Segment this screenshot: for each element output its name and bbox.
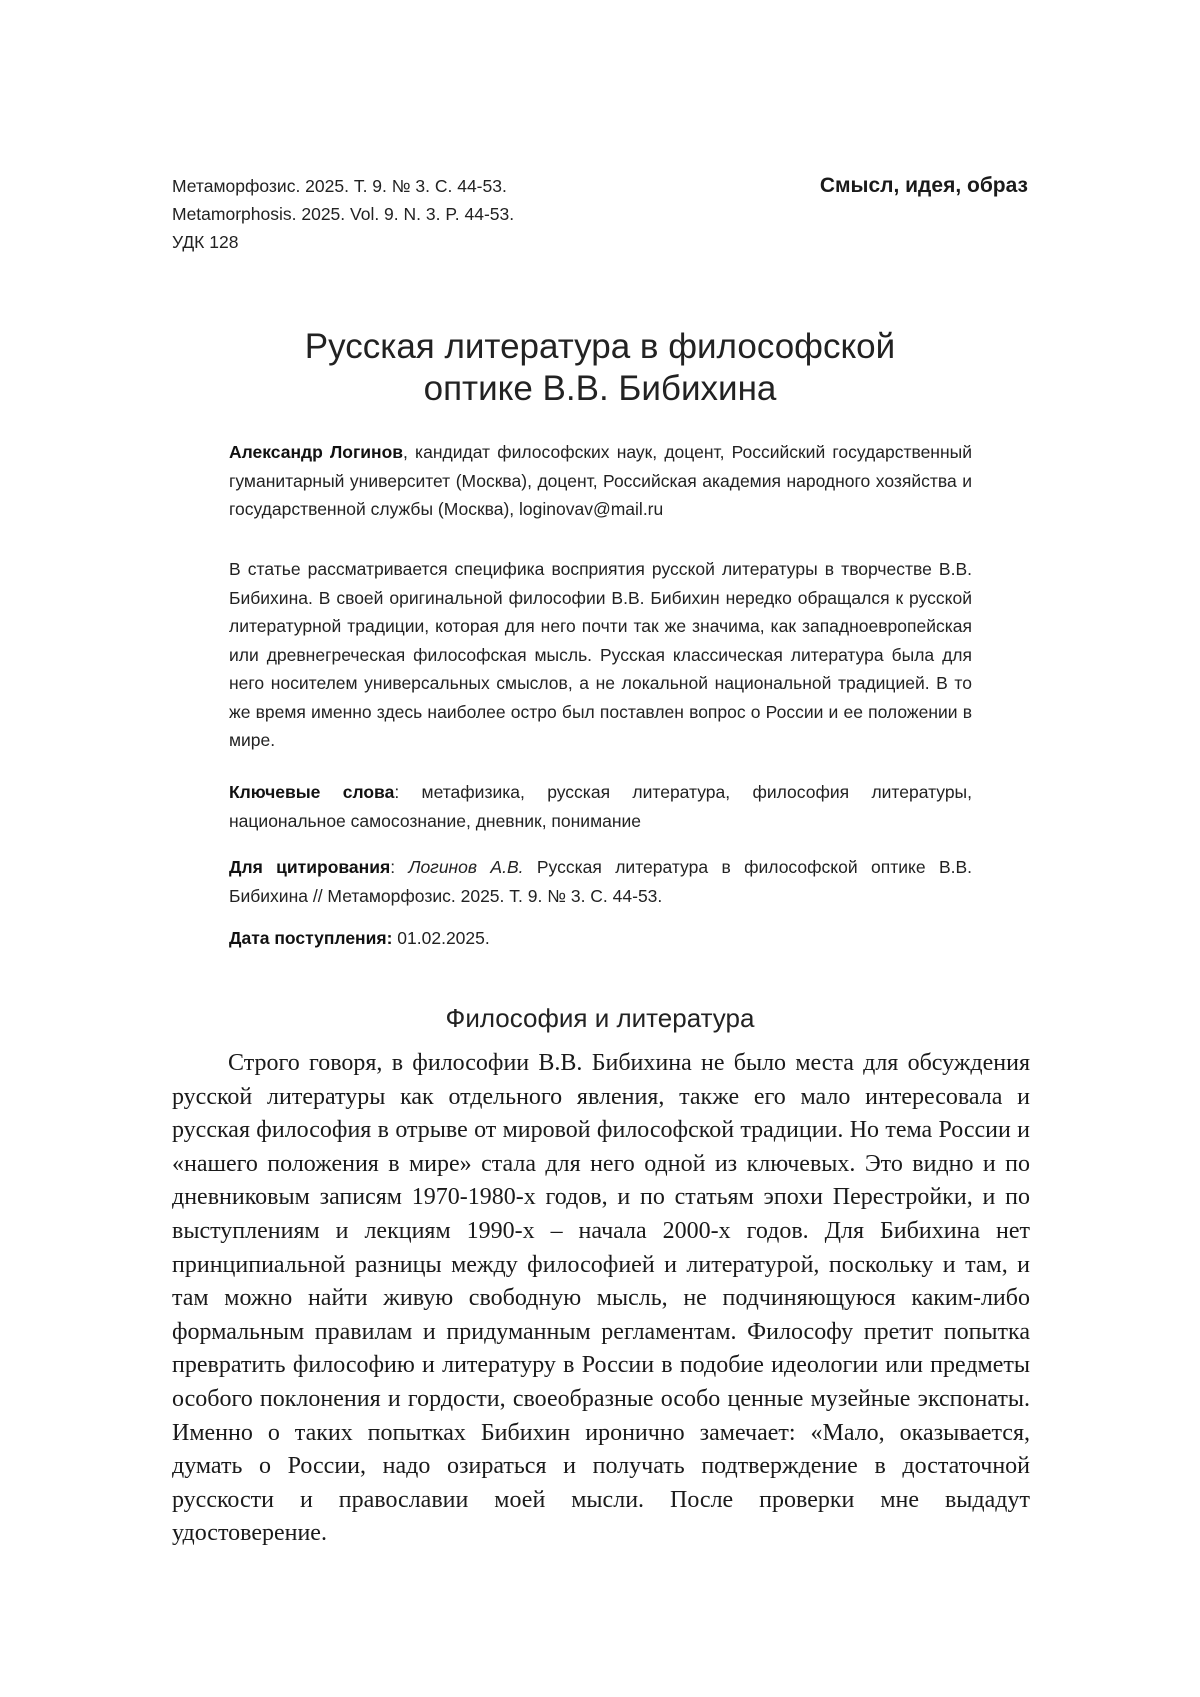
received-date xyxy=(229,924,972,953)
author-affiliation: , кандидат философских наук, доцент, Российский государственный гуманитарный университет (Москва), доцент, Российская академия народного хозяйства и государственной службы (Москва), loginovav@mail.ru xyxy=(229,442,972,519)
journal-citation-en: Metamorphosis. 2025. Vol. 9. N. 3. P. 44-53. xyxy=(172,204,515,224)
udc-code: УДК 128 xyxy=(172,232,239,252)
abstract: В статье рассматривается специфика восприятия русской литературы в творчестве В.В. Бибихина. В своей оригинальной философии В.В. Бибихин нередко обращался к русской литературной традиции, которая для него почти так же значима, как западноевропейская или древнегреческая философская мысль. Русская классическая литература была для него носителем универсальных смыслов, а не локальной национальной традицией. В то же время именно здесь наиболее остро был поставлен вопрос о России и ее положении в мире. xyxy=(229,559,972,750)
author-info xyxy=(229,438,972,524)
journal-citation-ru: Метаморфозис. 2025. Т. 9. № 3. С. 44-53. xyxy=(172,176,507,196)
section-heading: Философия и литература xyxy=(445,1003,755,1033)
body-paragraph: Строго говоря, в философии В.В. Бибихина не было места для обсуждения русской литературы как отдельного явления, также его мало интересовала и русская философия в отрыве от мировой философской традиции. Но тема России и «нашего положения в мире» стала для него одной из ключевых. Это видно и по дневниковым записям 1970-1980-х годов, и по статьям эпохи Перестройки, и по выступлениям и лекциям 1990-х – начала 2000-х годов. Для Бибихина нет принципиальной разницы между философией и литературой, поскольку и там, и там можно найти живую свободную мысль, не подчиняющуюся каким-либо формальным правилам и придуманным регламентам. Философу претит попытка превратить философию и литературу в России в подобие идеологии или предметы особого поклонения и гордости, своеобразные особо ценные музейные экспонаты. Именно о таких попытках Бибихин иронично замечает: «Мало, оказывается, думать о России, надо озираться и получать подтверждение в достаточной русскости и православии моей мысли. После проверки мне выдадут удостоверение. xyxy=(172,1050,1030,1547)
keywords xyxy=(229,778,972,835)
received-value: 01.02.2025. xyxy=(392,928,490,948)
citation-author: Логинов А.В. xyxy=(408,857,524,877)
citation-label: Для цитирования xyxy=(229,857,391,877)
citation xyxy=(229,853,972,910)
received-label: Дата поступления: xyxy=(229,928,393,948)
journal-citation-block xyxy=(172,172,514,256)
citation-separator: : xyxy=(390,857,409,877)
section-rubric: Смысл, идея, образ xyxy=(819,174,1028,197)
title-line: Русская литература в философской xyxy=(304,327,896,366)
keywords-label: Ключевые слова xyxy=(229,782,395,802)
article-title xyxy=(172,326,1028,410)
author-name: Александр Логинов xyxy=(229,442,404,462)
title-line: оптике В.В. Бибихина xyxy=(423,369,777,408)
keywords-text: : метафизика, русская литература, философия литературы, национальное самосознание, дневник, понимание xyxy=(229,782,973,831)
citation-text: Русская литература в философской оптике В.В. Бибихина // Метаморфозис. 2025. Т. 9. № 3. С. 44-53. xyxy=(229,857,973,906)
